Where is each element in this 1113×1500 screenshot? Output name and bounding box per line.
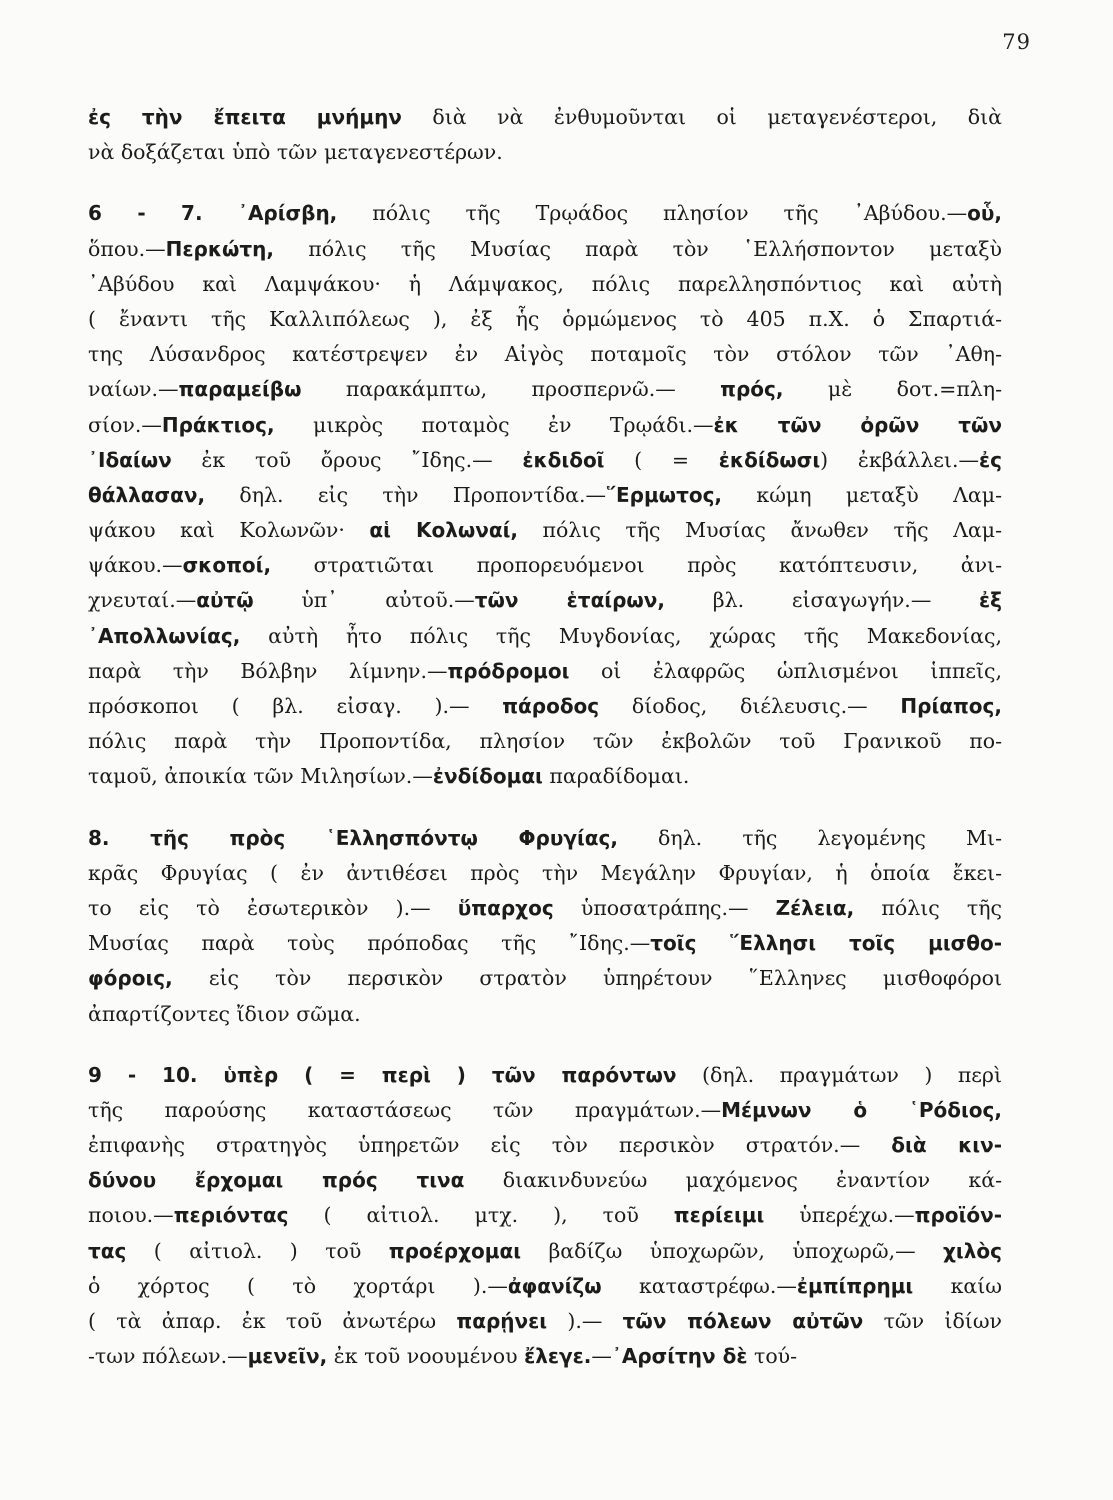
lemma-term: αὐτῷ <box>196 588 254 613</box>
text-line <box>88 619 1002 654</box>
lemma-term: 9 - 10. ὑπὲρ ( = περὶ ) τῶν παρόντων <box>88 1062 677 1087</box>
lemma-term: δύνου ἔρχομαι πρός τινα <box>88 1168 465 1193</box>
paragraph <box>88 100 1002 170</box>
text-line <box>88 1163 1002 1198</box>
lemma-term: παρῄνει <box>456 1309 548 1333</box>
paragraph-gap <box>88 795 1002 821</box>
lemma-term: αἱ Κολωναί, <box>369 518 518 543</box>
gloss-text: παραδίδομαι. <box>542 764 690 789</box>
lemma-term: 6 - 7. ᾿Αρίσβη, <box>88 201 338 226</box>
gloss-text: τού- <box>747 1344 798 1369</box>
gloss-text: πόλις τῆς Τρῳάδος πλησίον τῆς ᾿Αβύδου.— <box>337 201 968 226</box>
text-line <box>88 100 1002 135</box>
gloss-text: -των πόλεων.— <box>88 1344 248 1369</box>
gloss-text: Μυσίας παρὰ τοὺς πρόποδας τῆς ῎Ιδης.— <box>88 931 651 956</box>
gloss-text: ταμοῦ, ἀποικία τῶν Μιλησίων.— <box>88 764 433 789</box>
lemma-term: Ζέλεια, <box>775 895 855 920</box>
lemma-term: τοῖς ῞Ελλησι τοῖς μισθο- <box>650 931 1002 956</box>
lemma-term: Πράκτιος, <box>161 412 275 437</box>
gloss-text: κώμη μεταξὺ Λαμ- <box>722 482 1002 507</box>
text-line <box>88 135 1002 170</box>
lemma-term: ἐς τὴν ἔπειτα μνήμην <box>88 105 402 129</box>
gloss-text: ναίων.— <box>88 377 179 402</box>
gloss-text: ) ἐκβάλλει.— <box>820 447 979 472</box>
gloss-text: στρατιῶται προπορευόμενοι πρὸς κατόπτευσιν, ἀνι- <box>271 553 1002 578</box>
text-line <box>88 548 1002 583</box>
gloss-text: μικρὸς ποταμὸς ἐν Τρῳάδι.— <box>274 412 714 437</box>
text-line <box>88 1198 1002 1233</box>
gloss-text: ἐπιφανὴς στρατηγὸς ὑπηρετῶν εἰς τὸν περσικὸν στρατόν.— <box>88 1133 892 1158</box>
text-line <box>88 856 1002 891</box>
text-line <box>88 337 1002 372</box>
gloss-text: ὑπ᾿ αὐτοῦ.— <box>253 588 475 613</box>
lemma-term: ἔλεγε. <box>524 1344 592 1369</box>
text-line <box>88 1304 1002 1339</box>
gloss-text: χνευταί.— <box>88 588 197 613</box>
lemma-term: σκοποί, <box>182 553 272 578</box>
lemma-term: προϊόν- <box>914 1203 1002 1228</box>
text-line <box>88 267 1002 302</box>
text-line <box>88 372 1002 407</box>
gloss-text: ( ἔναντι τῆς Καλλιπόλεως ), ἐξ ἧς ὁρμώμενος τὸ 405 π.Χ. ὁ Σπαρτιά- <box>88 306 1002 331</box>
lemma-term: ᾿Αρσίτην δὲ <box>611 1344 748 1369</box>
lemma-term: τῶν πόλεων αὐτῶν <box>622 1309 864 1333</box>
lemma-term: παραμείβω <box>178 377 302 402</box>
paragraph <box>88 821 1002 1032</box>
gloss-text: ἀπαρτίζοντες ἴδιον σῶμα. <box>88 1001 361 1026</box>
lemma-term: ἐκ τῶν ὀρῶν τῶν <box>713 412 1002 437</box>
text-line <box>88 232 1002 267</box>
gloss-text: αὐτὴ ἦτο πόλις τῆς Μυγδονίας, χώρας τῆς Μακεδονίας, <box>240 623 1002 648</box>
lemma-term: περίειμι <box>673 1203 765 1228</box>
text-line <box>88 583 1002 618</box>
gloss-text: ( αἰτιολ. μτχ. ), τοῦ <box>288 1203 674 1228</box>
text-line <box>88 1093 1002 1128</box>
gloss-text: ).— <box>547 1309 623 1333</box>
lemma-term: ἐς <box>979 447 1002 472</box>
text-line <box>88 513 1002 548</box>
gloss-text: ὑπερέχω.— <box>764 1203 915 1228</box>
lemma-term: 8. τῆς πρὸς ῾Ελλησπόντῳ Φρυγίας, <box>88 825 618 850</box>
lemma-term: ἐκδίδωσι <box>718 447 821 472</box>
gloss-text: διακινδυνεύω μαχόμενος ἐναντίον κά- <box>464 1168 1002 1193</box>
gloss-text: ἐκ τοῦ νοουμένου <box>327 1344 525 1369</box>
gloss-text: εἰς τὸν περσικὸν στρατὸν ὑπηρέτουν ῞Ελληνες μισθοφόροι <box>172 966 1002 991</box>
gloss-text: ποιου.— <box>88 1203 174 1228</box>
text-line <box>88 997 1002 1032</box>
text-line <box>88 961 1002 996</box>
text-line <box>88 759 1002 794</box>
gloss-text: οἱ ἐλαφρῶς ὡπλισμένοι ἱππεῖς, <box>569 658 1002 683</box>
lemma-term: Μέμνων ὁ ῾Ρόδιος, <box>721 1097 1002 1122</box>
lemma-term: προέρχομαι <box>388 1238 522 1263</box>
gloss-text: δίοδος, διέλευσις.— <box>599 694 901 718</box>
lemma-term: Πρίαπος, <box>900 694 1002 718</box>
gloss-text: νὰ δοξάζεται ὑπὸ τῶν μεταγενεστέρων. <box>88 140 503 165</box>
text-line <box>88 408 1002 443</box>
gloss-text: πόλις τῆς Μυσίας ἄνωθεν τῆς Λαμ- <box>518 518 1003 543</box>
paragraph-gap <box>88 1032 1002 1058</box>
gloss-text: ( = <box>604 447 719 472</box>
gloss-text: τῆς παρούσης καταστάσεως τῶν πραγμάτων.— <box>88 1097 722 1122</box>
gloss-text: δηλ. εἰς τὴν Προποντίδα.— <box>205 482 606 507</box>
lemma-term: ῞Ερμωτος, <box>605 482 723 507</box>
gloss-text: ἐκ τοῦ ὄρους ῎Ιδης.— <box>171 447 523 472</box>
commentary-text <box>88 100 1002 1374</box>
lemma-term: ἐμπίπρημι <box>796 1273 914 1298</box>
gloss-text: ψάκου καὶ Κολωνῶν· <box>88 518 370 543</box>
gloss-text: ψάκου.— <box>88 553 183 578</box>
lemma-term: οὗ, <box>967 201 1003 226</box>
lemma-term: διὰ κιν- <box>891 1133 1003 1158</box>
gloss-text: ( αἰτιολ. ) τοῦ <box>126 1238 389 1263</box>
lemma-term: ἐκδιδοῖ <box>522 447 605 472</box>
text-line <box>88 689 1002 724</box>
text-line <box>88 196 1002 231</box>
lemma-term: χιλὸς <box>943 1238 1002 1263</box>
text-line <box>88 302 1002 337</box>
lemma-term: πάροδος <box>502 694 600 718</box>
paragraph <box>88 196 1002 794</box>
gloss-text: μὲ δοτ.=πλη- <box>783 377 1002 402</box>
gloss-text: διὰ νὰ ἐνθυμοῦνται οἱ μεταγενέστεροι, διὰ <box>401 105 1003 129</box>
lemma-term: ᾿Ιδαίων <box>88 447 172 472</box>
gloss-text: δηλ. τῆς λεγομένης Μι- <box>617 825 1002 850</box>
paragraph-gap <box>88 170 1002 196</box>
gloss-text: σίον.— <box>88 412 162 437</box>
text-line <box>88 926 1002 961</box>
gloss-text: ὑποσατράπης.— <box>553 895 776 920</box>
gloss-text: ὁ χόρτος ( τὸ χορτάρι ).— <box>88 1273 508 1298</box>
gloss-text: το εἰς τὸ ἐσωτερικὸν ).— <box>88 895 458 920</box>
gloss-text: ὅπου.— <box>88 236 166 261</box>
gloss-text: — <box>591 1344 612 1369</box>
text-line <box>88 1339 1002 1374</box>
gloss-text: βαδίζω ὑποχωρῶν, ὑποχωρῶ,— <box>521 1238 944 1263</box>
gloss-text: (δηλ. πραγμάτων ) περὶ <box>676 1062 1002 1087</box>
lemma-term: πρόδρομοι <box>447 658 570 683</box>
lemma-term: ὕπαρχος <box>457 895 554 920</box>
gloss-text: βλ. εἰσαγωγήν.— <box>665 588 980 613</box>
lemma-term: ἐξ <box>979 588 1002 613</box>
gloss-text: πόλις τῆς <box>854 895 1003 920</box>
lemma-term: πρός, <box>720 377 784 402</box>
text-line <box>88 1128 1002 1163</box>
lemma-term: θάλλασαν, <box>88 482 206 507</box>
text-line <box>88 724 1002 759</box>
gloss-text: ᾿Αβύδου καὶ Λαμψάκου· ἡ Λάμψακος, πόλις παρελλησπόντιος καὶ αὐτὴ <box>88 271 1002 296</box>
gloss-text: κρᾶς Φρυγίας ( ἐν ἀντιθέσει πρὸς τὴν Μεγάλην Φρυγίαν, ἡ ὁποία ἔκει- <box>88 860 1002 885</box>
lemma-term: ἐνδίδομαι <box>432 764 543 789</box>
text-line <box>88 443 1002 478</box>
lemma-term: μενεῖν, <box>247 1344 328 1369</box>
text-line <box>88 1269 1002 1304</box>
paragraph <box>88 1058 1002 1375</box>
gloss-text: πόλις τῆς Μυσίας παρὰ τὸν ῾Ελλήσποντον μεταξὺ <box>274 236 1002 261</box>
gloss-text: ( τὰ ἀπαρ. ἐκ τοῦ ἀνωτέρω <box>88 1309 457 1333</box>
lemma-term: τῶν ἑταίρων, <box>474 588 666 613</box>
gloss-text: παρακάμπτω, προσπερνῶ.— <box>301 377 721 402</box>
gloss-text: της Λύσανδρος κατέστρεψεν ἐν Αἰγὸς ποταμοῖς τὸν στόλον τῶν ᾿Αθη- <box>88 342 1002 367</box>
gloss-text: πόλις παρὰ τὴν Προποντίδα, πλησίον τῶν ἐκβολῶν τοῦ Γρανικοῦ πο- <box>88 729 1002 754</box>
gloss-text: καίω <box>913 1273 1002 1298</box>
lemma-term: ἀφανίζω <box>507 1273 602 1298</box>
lemma-term: τας <box>88 1238 127 1263</box>
gloss-text: πρόσκοποι ( βλ. εἰσαγ. ).— <box>88 694 503 718</box>
lemma-term: ᾿Απολλωνίας, <box>88 623 241 648</box>
text-line <box>88 891 1002 926</box>
gloss-text: τῶν ἰδίων <box>863 1309 1002 1333</box>
lemma-term: φόροις, <box>88 966 173 991</box>
text-line <box>88 1234 1002 1269</box>
page-number: 79 <box>1002 30 1031 54</box>
text-line <box>88 654 1002 689</box>
text-line <box>88 821 1002 856</box>
gloss-text: καταστρέφω.— <box>601 1273 797 1298</box>
text-line <box>88 478 1002 513</box>
lemma-term: περιόντας <box>173 1203 289 1228</box>
gloss-text: παρὰ τὴν Βόλβην λίμνην.— <box>88 658 448 683</box>
lemma-term: Περκώτη, <box>165 236 275 261</box>
text-line <box>88 1058 1002 1093</box>
